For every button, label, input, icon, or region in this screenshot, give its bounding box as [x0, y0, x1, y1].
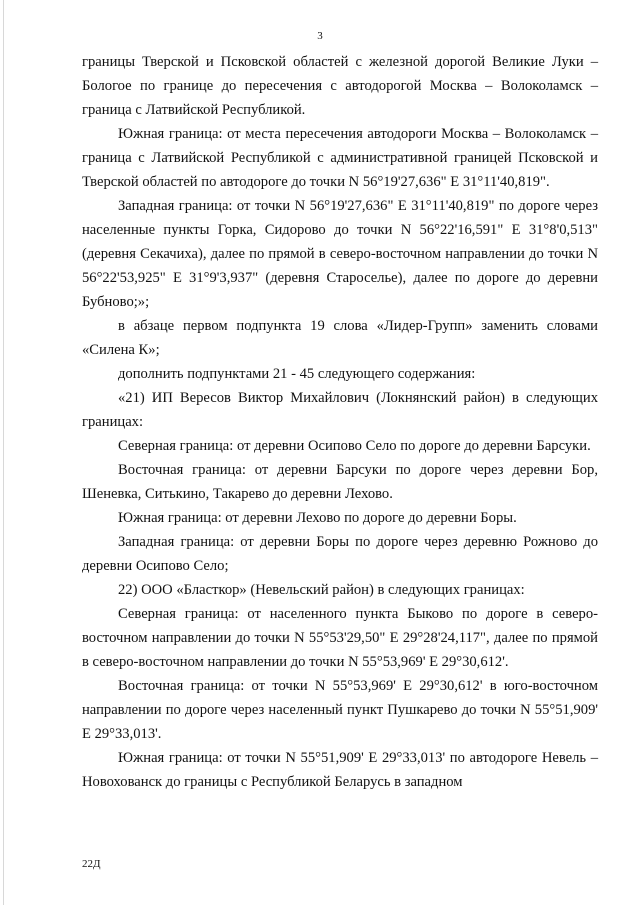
paragraph-item-22-east: Восточная граница: от точки N 55°53,969' E 29°30,612' в юго-восточном направлении по дороге через населенный пункт Пушкарево до точки N 55°51,909' E 29°33,013'. [82, 678, 598, 742]
paragraph-item-22: 22) ООО «Бласткор» (Невельский район) в следующих границах: [118, 582, 525, 598]
paragraph-item-21-west: Западная граница: от деревни Боры по дороге через деревню Рожново до деревни Осипово Село; [82, 534, 598, 574]
footer-code: 22Д [82, 858, 101, 870]
paragraph-item-22-north: Северная граница: от населенного пункта Быково по дороге в северо-восточном направлении до точки N 55°53'29,50" E 29°28'24,117", далее по прямой в северо-восточном направлении до точки N 55°53,969' E 29°30,612'. [82, 606, 598, 670]
paragraph-add-subpoints: дополнить подпунктами 21 - 45 следующего содержания: [118, 366, 476, 382]
paragraph-continuation: границы Тверской и Псковской областей с железной дорогой Великие Луки – Бологое по границе до пересечения с автодорогой Москва – Волоколамск – граница с Латвийской Республикой. [82, 54, 598, 118]
paragraph-amendment-19: в абзаце первом подпункта 19 слова «Лидер-Групп» заменить словами «Силена К»; [82, 318, 598, 358]
paragraph-south-border: Южная граница: от места пересечения автодороги Москва – Волоколамск – граница с Латвийской Республикой с административной границей Псковской и Тверской областей по автодороге до точки N 56°19'27,636" E 31°11'40,819". [82, 126, 598, 190]
paragraph-item-22-south: Южная граница: от точки N 55°51,909' E 29°33,013' по автодороге Невель – Новохованск до границы с Республикой Беларусь в западном [82, 750, 598, 790]
paragraph-item-21-east: Восточная граница: от деревни Барсуки по дороге через деревни Бор, Шеневка, Ситькино, Такарево до деревни Лехово. [82, 462, 598, 502]
paragraph-item-21: «21) ИП Вересов Виктор Михайлович (Локнянский район) в следующих границах: [82, 390, 598, 430]
document-body [82, 50, 598, 794]
scan-edge-line [3, 0, 4, 905]
paragraph-item-21-north: Северная граница: от деревни Осипово Село по дороге до деревни Барсуки. [118, 438, 591, 454]
page-number: 3 [317, 30, 323, 42]
paragraph-item-21-south: Южная граница: от деревни Лехово по дороге до деревни Боры. [118, 510, 517, 526]
paragraph-west-border: Западная граница: от точки N 56°19'27,636" E 31°11'40,819" по дороге через населенные пункты Горка, Сидорово до точки N 56°22'16,591" E 31°8'0,513" (деревня Секачиха), далее по прямой в северо-восточном направлении до точки N 56°22'53,925" E 31°9'3,937" (деревня Староселье), далее по дороге до деревни Бубново;»; [82, 198, 598, 310]
